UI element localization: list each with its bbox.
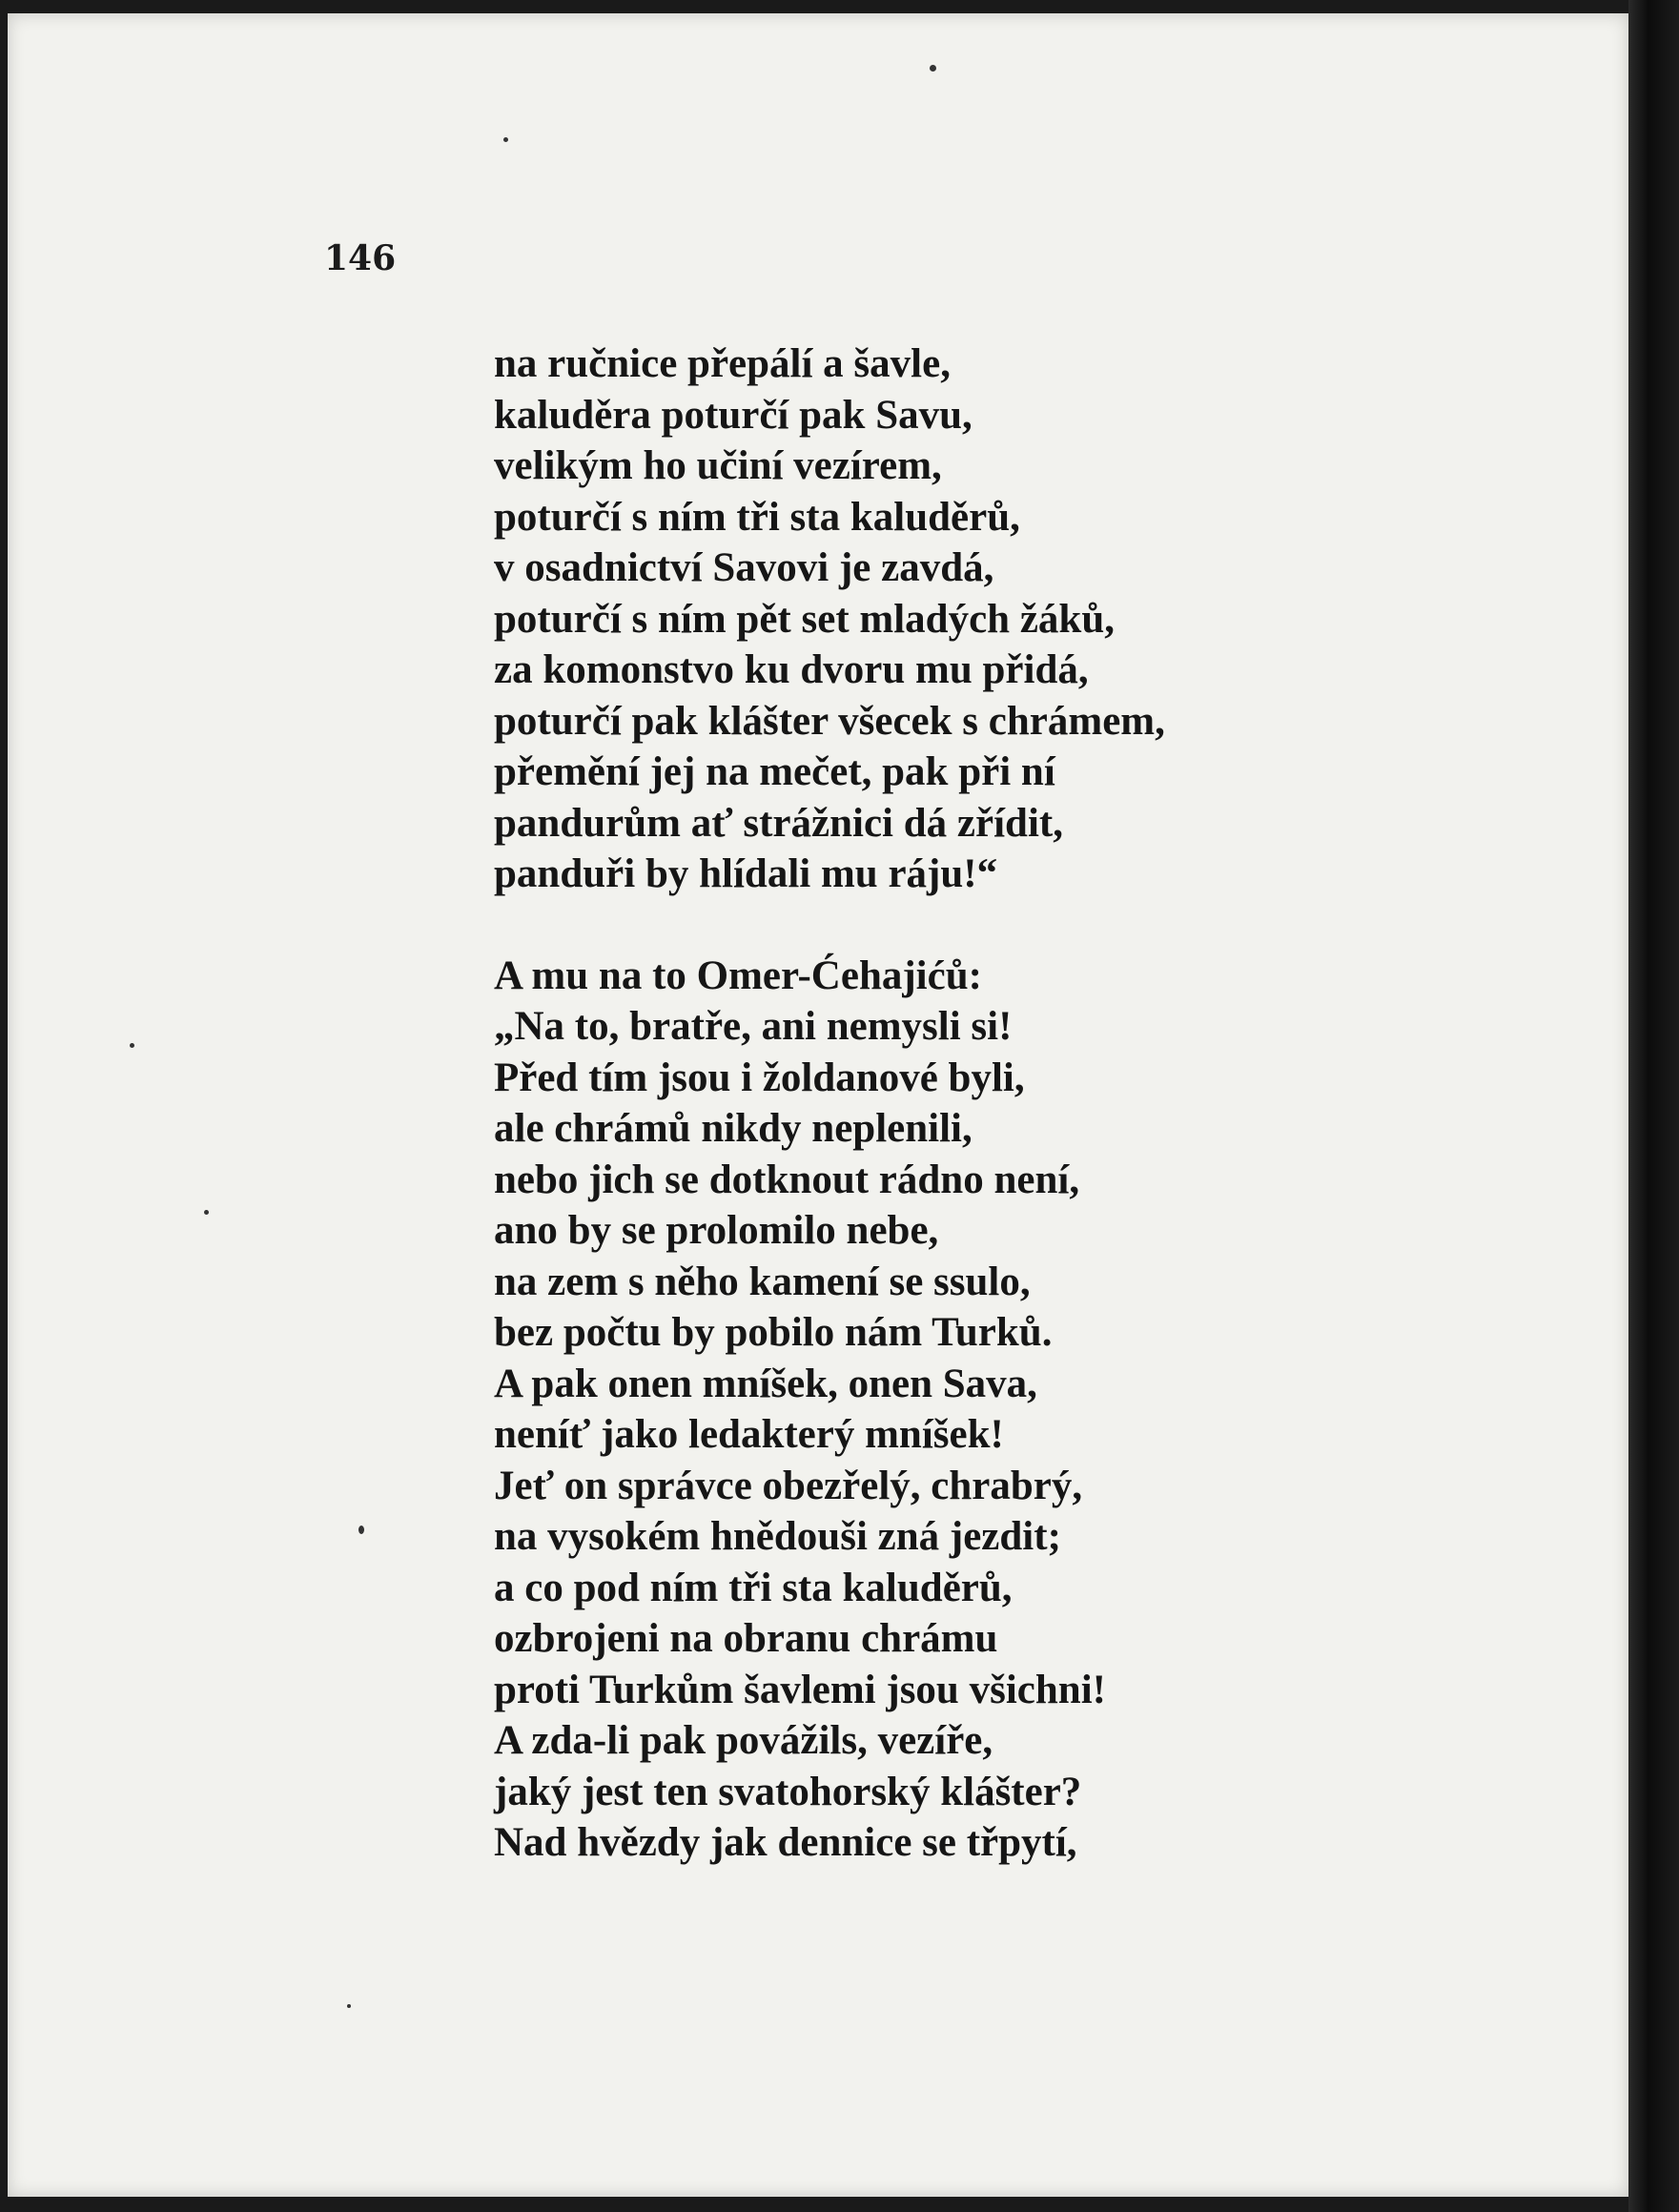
verse-line: ozbrojeni na obranu chrámu — [494, 1616, 998, 1661]
verse-line: v osadnictví Savovi je zavdá, — [494, 545, 994, 590]
speck — [204, 1210, 209, 1215]
stanza-1 — [494, 338, 1165, 900]
verse-line: ano by se prolomilo nebe, — [494, 1208, 939, 1253]
verse-line: za komonstvo ku dvoru mu přidá, — [494, 647, 1089, 692]
speck — [130, 1043, 134, 1048]
verse-line: A pak onen mníšek, onen Sava, — [494, 1361, 1037, 1406]
verse-line: „Na to, bratře, ani nemysli si! — [494, 1004, 1013, 1049]
verse-line: A mu na to Omer-Ćehajićů: — [494, 952, 982, 998]
speck — [358, 1526, 364, 1534]
verse-line: poturčí pak klášter všecek s chrámem, — [494, 698, 1165, 744]
verse-line: A zda-li pak povážils, vezíře, — [494, 1718, 993, 1763]
page-number: 146 — [324, 238, 397, 278]
speck — [930, 65, 936, 72]
verse-line: pandurům ať strážnici dá zřídit, — [494, 800, 1063, 846]
verse-line: neníť jako ledakterý mníšek! — [494, 1412, 1004, 1457]
verse-line: ale chrámů nikdy neplenili, — [494, 1106, 973, 1151]
verse-line: jaký jest ten svatohorský klášter? — [494, 1769, 1082, 1814]
verse-line: poturčí s ním pět set mladých žáků, — [494, 596, 1115, 642]
verse-line: poturčí s ním tři sta kaluděrů, — [494, 494, 1020, 540]
verse-line: na ručnice přepálí a šavle, — [494, 341, 951, 386]
verse-line: na zem s něho kamení se ssulo, — [494, 1259, 1031, 1304]
verse-line: Před tím jsou i žoldanové byli, — [494, 1055, 1025, 1100]
verse-line: a co pod ním tři sta kaluděrů, — [494, 1565, 1013, 1610]
verse-line: Nad hvězdy jak dennice se třpytí, — [494, 1820, 1077, 1865]
verse-line: panduři by hlídali mu ráju!“ — [494, 851, 998, 896]
speck — [503, 137, 508, 142]
verse-line: bez počtu by pobilo nám Turků. — [494, 1310, 1053, 1355]
verse-line: kaluděra poturčí pak Savu, — [494, 392, 973, 438]
verse-line: Jeť on správce obezřelý, chrabrý, — [494, 1463, 1083, 1508]
stanza-2 — [494, 951, 1165, 1869]
verse-line: proti Turkům šavlemi jsou všichni! — [494, 1667, 1106, 1712]
verse-line: nebo jich se dotknout rádno není, — [494, 1157, 1080, 1202]
speck — [347, 2004, 351, 2008]
verse-line: velikým ho učiní vezírem, — [494, 443, 942, 488]
verse-line: na vysokém hnědouši zná jezdit; — [494, 1514, 1061, 1559]
book-edge — [1628, 0, 1679, 2212]
verse-line: přemění jej na mečet, pak při ní — [494, 749, 1055, 794]
poem-text — [494, 338, 1165, 1869]
